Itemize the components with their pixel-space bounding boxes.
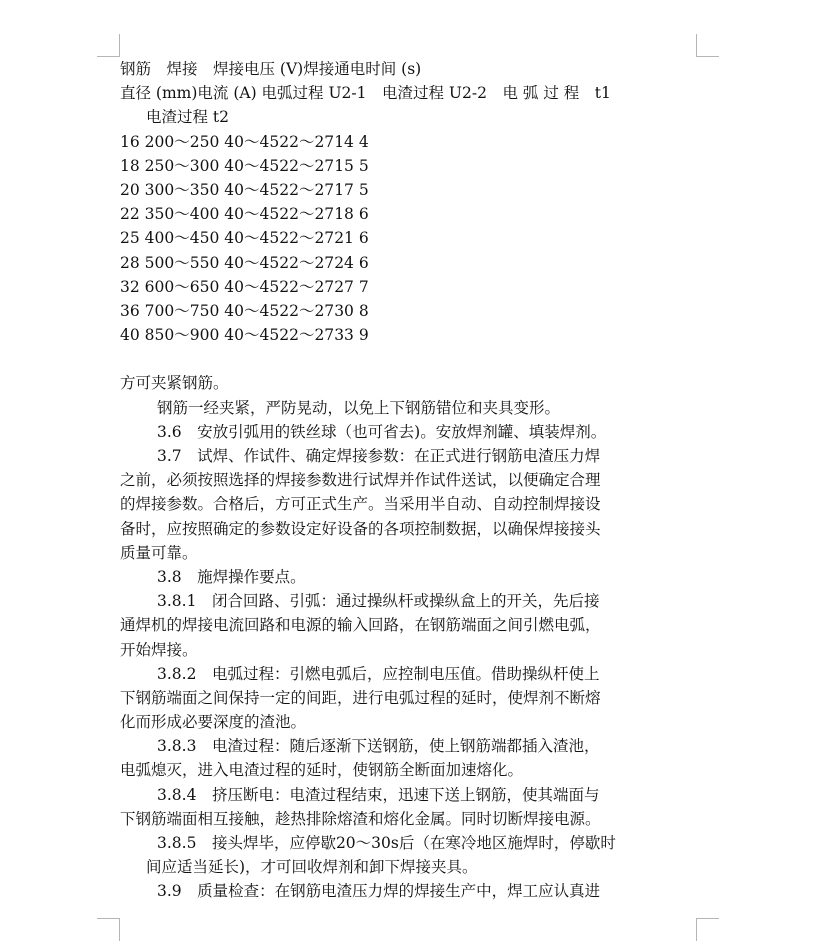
section-3-7: 3.7 试焊、作试件、确定焊接参数：在正式进行钢筋电渣压力焊 xyxy=(157,447,601,465)
cell-t1: 21 xyxy=(334,229,354,248)
cell-t1: 27 xyxy=(334,277,354,296)
cell-current: 700～750 xyxy=(144,301,220,320)
cell-current: 300～350 xyxy=(144,180,220,199)
cell-diameter: 32 xyxy=(120,277,140,296)
table-row xyxy=(120,226,698,250)
cell-t1: 17 xyxy=(334,180,354,199)
cell-current: 250～300 xyxy=(144,156,220,175)
cell-diameter: 18 xyxy=(120,156,140,175)
section-3-8-5: 3.8.5 接头焊毕，应停歇20～30s后（在寒冷地区施焊时，停歇时 xyxy=(157,834,616,852)
page-corner-mark-top-left xyxy=(97,34,120,57)
body-line: 下钢筋端面相互接触，趁热排除熔渣和熔化金属。同时切断焊接电源。 xyxy=(120,809,601,828)
body-line: 下钢筋端面之间保持一定的间距，进行电弧过程的延时，使焊剂不断熔 xyxy=(120,688,601,707)
body-line: 质量可靠。 xyxy=(120,543,198,562)
cell-t2: 7 xyxy=(358,277,369,296)
cell-diameter: 28 xyxy=(120,253,140,272)
cell-diameter: 20 xyxy=(120,180,140,199)
cell-t2: 6 xyxy=(358,205,369,224)
cell-t2: 4 xyxy=(358,132,369,151)
table-row xyxy=(120,178,698,202)
body-line: 开始焊接。 xyxy=(120,640,198,659)
cell-diameter: 25 xyxy=(120,229,140,248)
blank-line xyxy=(120,347,698,371)
cell-current: 200～250 xyxy=(144,132,220,151)
cell-voltage: 40～4522～27 xyxy=(224,205,335,224)
cell-t1: 30 xyxy=(334,301,354,320)
table-row xyxy=(120,202,698,226)
cell-t2: 9 xyxy=(358,326,369,345)
body-line: 备时，应按照确定的参数设定好设备的各项控制数据，以确保焊接接头 xyxy=(120,519,601,538)
section-3-8-2: 3.8.2 电弧过程：引燃电弧后，应控制电压值。借助操纵杆使上 xyxy=(157,664,600,683)
cell-voltage: 40～4522～27 xyxy=(224,156,335,175)
cell-diameter: 16 xyxy=(120,132,140,151)
section-3-8: 3.8 施焊操作要点。 xyxy=(157,567,306,586)
cell-voltage: 40～4522～27 xyxy=(224,132,335,151)
cell-voltage: 40～4522～27 xyxy=(224,180,335,199)
cell-voltage: 40～4522～27 xyxy=(224,229,335,248)
table-row xyxy=(120,275,698,299)
table-row xyxy=(120,323,698,347)
table-header-line-2: 直径 (mm)电流 (A) 电弧过程 U2-1 电渣过程 U2-2 电 弧 过 程 t1 xyxy=(120,84,611,103)
page-corner-mark-bottom-left xyxy=(97,918,120,941)
cell-t1: 24 xyxy=(334,253,354,272)
body-line: 通焊机的焊接电流回路和电源的输入回路，在钢筋端面之间引燃电弧， xyxy=(120,616,601,635)
cell-t2: 5 xyxy=(358,156,369,175)
cell-current: 500～550 xyxy=(144,253,220,272)
page-corner-mark-bottom-right xyxy=(696,918,719,941)
cell-t1: 18 xyxy=(334,205,354,224)
page-corner-mark-top-right xyxy=(696,34,719,57)
cell-t2: 6 xyxy=(358,229,369,248)
cell-t1: 33 xyxy=(334,326,354,345)
section-3-8-4: 3.8.4 挤压断电：电渣过程结束，迅速下送上钢筋，使其端面与 xyxy=(157,785,600,804)
body-line: 电弧熄灭，进入电渣过程的延时，使钢筋全断面加速熔化。 xyxy=(120,761,524,780)
table-row xyxy=(120,299,698,323)
body-line: 钢筋一经夹紧，严防晃动，以免上下钢筋错位和夹具变形。 xyxy=(157,398,561,417)
section-3-8-3: 3.8.3 电渣过程：随后逐渐下送钢筋，使上钢筋端都插入渣池， xyxy=(157,737,600,756)
section-3-6: 3.6 安放引弧用的铁丝球（也可省去)。安放焊剂罐、填装焊剂。 xyxy=(157,422,607,441)
cell-voltage: 40～4522～27 xyxy=(224,277,335,296)
table-header-line-1: 钢筋 焊接 焊接电压 (V)焊接通电时间 (s) xyxy=(120,60,422,78)
document-page-content xyxy=(120,57,698,904)
section-3-9: 3.9 质量检查：在钢筋电渣压力焊的焊接生产中，焊工应认真进 xyxy=(157,882,601,901)
table-header-line-3: 电渣过程 t2 xyxy=(146,108,230,127)
cell-diameter: 22 xyxy=(120,205,140,224)
body-line: 方可夹紧钢筋。 xyxy=(120,374,229,393)
body-line: 化而形成必要深度的渣池。 xyxy=(120,713,307,732)
section-3-8-1: 3.8.1 闭合回路、引弧：通过操纵杆或操纵盒上的开关，先后接 xyxy=(157,592,600,611)
table-row xyxy=(120,251,698,275)
cell-t1: 14 xyxy=(334,132,354,151)
cell-t1: 15 xyxy=(334,156,354,175)
table-row xyxy=(120,130,698,154)
cell-voltage: 40～4522～27 xyxy=(224,253,335,272)
body-line: 之前，必须按照选择的焊接参数进行试焊并作试件送试，以便确定合理 xyxy=(120,471,601,490)
cell-voltage: 40～4522～27 xyxy=(224,326,335,345)
cell-t2: 5 xyxy=(358,180,369,199)
body-line: 间应适当延长)，才可回收焊剂和卸下焊接夹具。 xyxy=(146,858,478,877)
cell-voltage: 40～4522～27 xyxy=(224,301,335,320)
cell-t2: 8 xyxy=(358,301,369,320)
cell-current: 600～650 xyxy=(144,277,220,296)
cell-diameter: 36 xyxy=(120,301,140,320)
cell-current: 400～450 xyxy=(144,229,220,248)
cell-current: 350～400 xyxy=(144,205,220,224)
cell-t2: 6 xyxy=(358,253,369,272)
cell-diameter: 40 xyxy=(120,326,140,345)
table-row xyxy=(120,154,698,178)
cell-current: 850～900 xyxy=(144,326,220,345)
body-line: 的焊接参数。合格后，方可正式生产。当采用半自动、自动控制焊接设 xyxy=(120,495,601,514)
